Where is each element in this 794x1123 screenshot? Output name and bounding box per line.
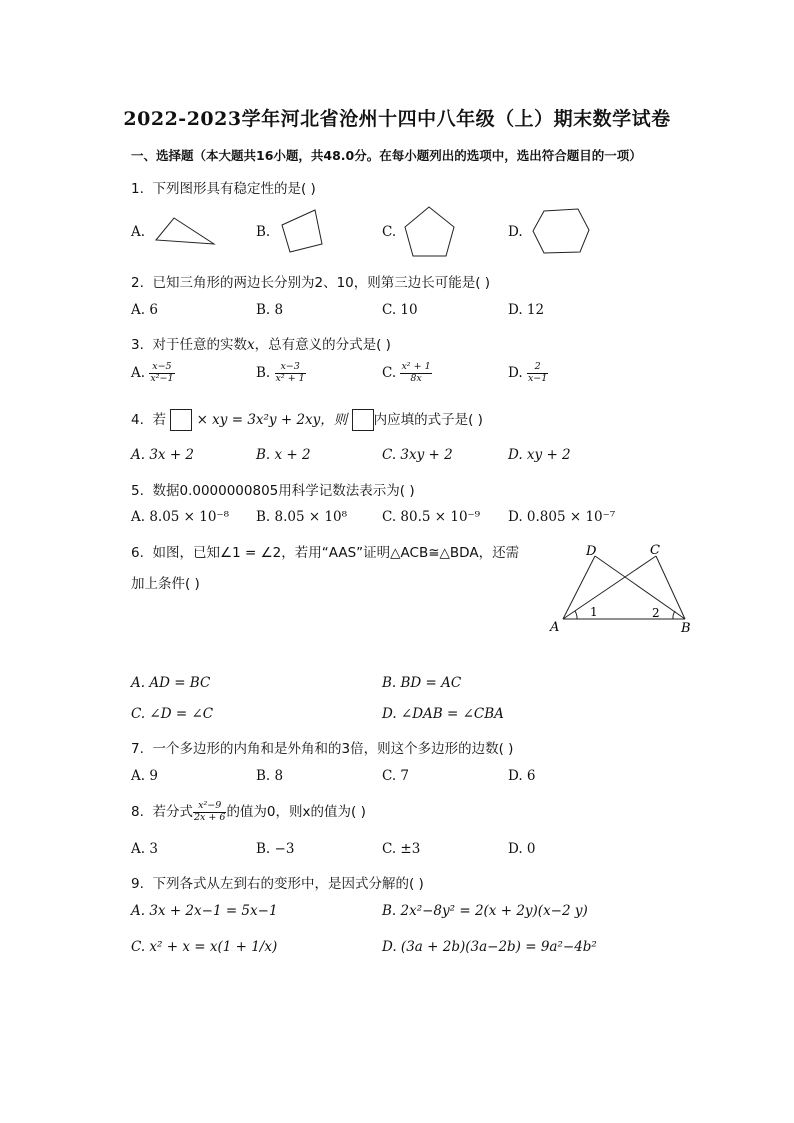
option-c: C. $\frac{\text{x² + 1}}{8x}$: [382, 361, 431, 384]
option-b: B. 8: [256, 768, 284, 784]
question-text-rest: 内应填的式子是( ): [373, 412, 483, 428]
option-d: D. (3a + 2b)(3a−2b) = 9a²−4b²: [382, 939, 597, 955]
option-c: C. 7: [382, 768, 410, 784]
question-9: [131, 872, 424, 892]
option-d: D. 6: [508, 768, 536, 784]
question-1: [131, 177, 316, 197]
option-b: B.: [256, 224, 271, 240]
question-text: 若: [152, 412, 166, 428]
option-b: B. 8.05 × 10⁸: [256, 509, 348, 525]
section-heading: 一、选择题（本大题共16小题，共48.0分。在每小题列出的选项中，选出符合题目的一项）: [131, 148, 642, 163]
option-d: D. ∠DAB = ∠CBA: [382, 706, 504, 722]
question-text: 已知三角形的两边长分别为2、10，则第三边长可能是( ): [152, 275, 491, 291]
question-text: 若分式: [152, 804, 193, 820]
option-d: D. 12: [508, 302, 545, 318]
label-d: D: [586, 544, 597, 559]
option-c: C. ∠D = ∠C: [131, 706, 214, 722]
option-d: D. 0.805 × 10⁻⁷: [508, 509, 616, 525]
option-b: B. −3: [256, 841, 295, 857]
question-text: 一个多边形的内角和是外角和的3倍，则这个多边形的边数( ): [152, 741, 514, 757]
hexagon-figure: [530, 207, 592, 255]
question-text: 如图，已知∠1 = ∠2，若用“AAS”证明△ACB≅△BDA，还需: [152, 545, 520, 561]
option-c: C. 10: [382, 302, 418, 318]
option-a: A. 8.05 × 10⁻⁸: [131, 509, 230, 525]
question-text: 数据0.0000000805用科学记数法表示为( ): [152, 483, 415, 499]
question-6: [131, 541, 519, 561]
geometry-figure: [545, 540, 697, 636]
option-b: B. BD = AC: [382, 675, 462, 691]
pentagon-figure: [402, 205, 458, 259]
option-b: B. $\frac{x-3}{\text{x² + 1}}$: [256, 361, 305, 384]
question-3: [131, 333, 391, 353]
option-a: A. 3: [131, 841, 158, 857]
question-number: 6.: [131, 545, 144, 561]
option-d: D. 0: [508, 841, 536, 857]
question-text-rest: 的值为0，则x的值为( ): [226, 804, 366, 820]
option-a: A. AD = BC: [131, 675, 211, 691]
question-number: 2.: [131, 275, 144, 291]
question-2: [131, 271, 490, 291]
option-c: C. 80.5 × 10⁻⁹: [382, 509, 481, 525]
page-title: 2022-2023学年河北省沧州十四中八年级（上）期末数学试卷: [123, 108, 671, 130]
label-b: B: [681, 621, 691, 636]
option-d: D. xy + 2: [508, 447, 571, 463]
option-a: A. 9: [131, 768, 158, 784]
question-7: [131, 737, 513, 757]
option-b: B. 2x²−8y² = 2(x + 2y)(x−2 y): [382, 903, 588, 919]
question-number: 8.: [131, 804, 144, 820]
option-c: C. ±3: [382, 841, 421, 857]
question-number: 5.: [131, 483, 144, 499]
question-number: 4.: [131, 412, 144, 428]
fraction: $\frac{x-3}{\text{x² + 1}}$: [275, 361, 305, 384]
angle-1-label: 1: [590, 605, 598, 619]
fraction: $\frac{\text{x² + 1}}{8x}$: [401, 361, 431, 384]
option-c: C. 3xy + 2: [382, 447, 453, 463]
option-d: D.: [508, 224, 523, 240]
question-number: 9.: [131, 876, 144, 892]
question-4: [131, 408, 483, 431]
quadrilateral-figure: [279, 207, 325, 255]
label-a: A: [550, 620, 560, 635]
question-text-rest: ，总有意义的分式是( ): [254, 337, 391, 353]
question-number: 7.: [131, 741, 144, 757]
question-8: [131, 800, 366, 823]
fraction: $\frac{x-5}{\text{x²−1}}$: [150, 361, 174, 384]
equation: × xy = 3x²y + 2xy，则: [196, 412, 348, 428]
option-c: C. x² + x = x(1 + 1/x): [131, 939, 278, 955]
angle-2-label: 2: [652, 606, 660, 620]
fraction: $\frac{2}{x-1}$: [527, 361, 548, 384]
variable-x: x: [246, 337, 255, 353]
option-a: A. $\frac{x-5}{\text{x²−1}}$: [131, 361, 174, 384]
question-text-line-2: 加上条件( ): [131, 576, 200, 592]
question-number: 3.: [131, 337, 144, 353]
option-a: A. 6: [131, 302, 158, 318]
question-text: 下列图形具有稳定性的是( ): [152, 181, 316, 197]
question-5: [131, 479, 415, 499]
question-number: 1.: [131, 181, 144, 197]
blank-box: [170, 409, 192, 431]
option-b: B. x + 2: [256, 447, 311, 463]
question-text: 对于任意的实数: [152, 337, 247, 353]
option-a: A. 3x + 2x−1 = 5x−1: [131, 903, 278, 919]
option-a: A.: [131, 224, 146, 240]
question-text: 下列各式从左到右的变形中，是因式分解的( ): [152, 876, 424, 892]
option-a: A. 3x + 2: [131, 447, 195, 463]
label-c: C: [650, 543, 660, 558]
option-b: B. 8: [256, 302, 284, 318]
blank-box: [352, 409, 374, 431]
fraction: $\frac{\text{x²−9}}{2x + 6}$: [193, 799, 226, 823]
triangle-figure: [154, 216, 216, 248]
option-d: D. $\frac{2}{x-1}$: [508, 361, 548, 384]
option-c: C.: [382, 224, 397, 240]
